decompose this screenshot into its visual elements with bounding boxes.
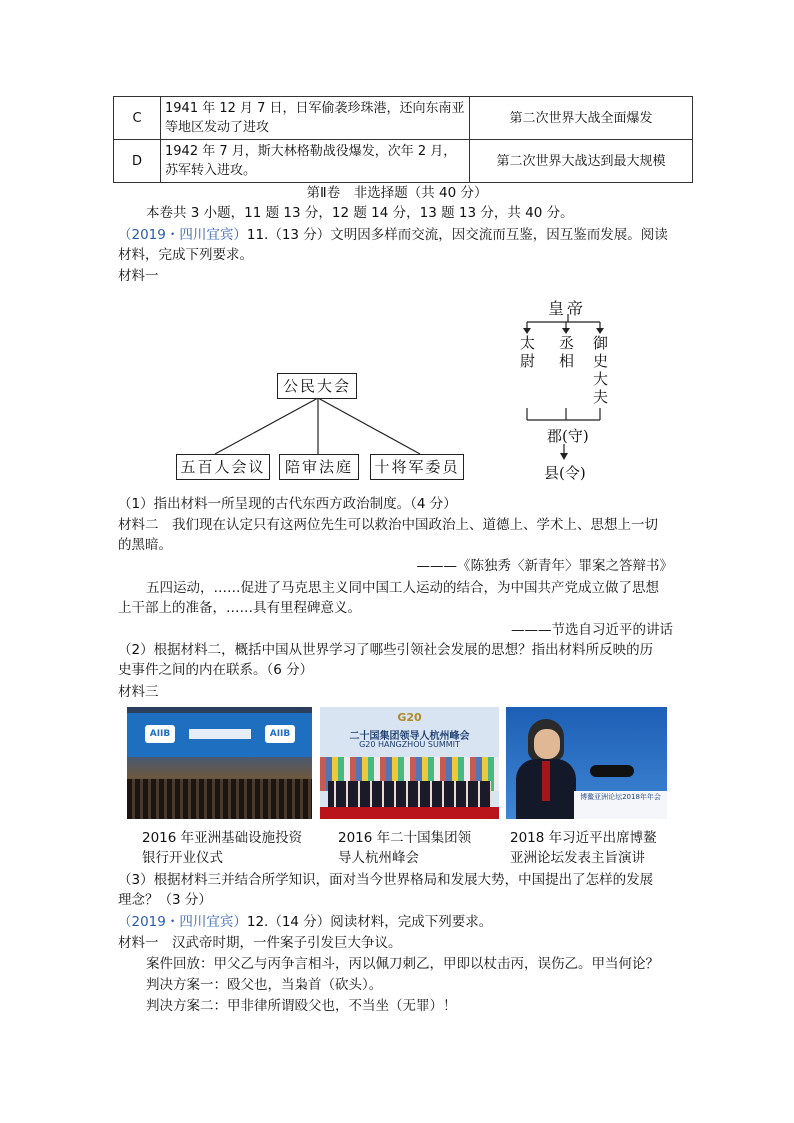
jury-court-box: 陪审法庭 — [279, 454, 359, 480]
material-1-label: 材料一 — [118, 268, 159, 284]
q11-part1: （1）指出材料一所呈现的古代东西方政治制度。（4 分） — [118, 496, 457, 512]
q12-material-1: 材料一 汉武帝时期，一件案子引发巨大争议。 — [118, 935, 402, 951]
q12-plan-2: 判决方案二：甲非律所谓殴父也，不当坐（无罪）！ — [146, 998, 457, 1014]
g20-summit-photo — [320, 707, 499, 819]
photo-3-caption — [510, 828, 657, 868]
caption-line: 银行开业仪式 — [142, 850, 223, 866]
leaders-group — [328, 781, 491, 807]
q12-stem — [118, 912, 492, 932]
material-2-line1: 材料二 我们现在认定只有这两位先生可以救治中国政治上、道德上、学术上、思想上一切 — [118, 517, 658, 533]
photo-1-caption — [142, 828, 302, 868]
caption-line: 亚洲论坛发表主旨演讲 — [510, 850, 645, 866]
q12-source: （2019・四川宜宾） — [118, 914, 247, 930]
material-2-para2-line1: 五四运动，……促进了马克思主义同中国工人运动的结合，为中国共产党成立做了思想 — [146, 580, 659, 596]
section-intro: 本卷共 3 小题，11 题 13 分，12 题 14 分，13 题 13 分，共 40 分。 — [146, 205, 574, 221]
taiwei-label: 太尉 — [520, 334, 536, 370]
emperor-label: 皇帝 — [548, 299, 587, 318]
q11-stem-cont: 材料，完成下列要求。 — [118, 247, 253, 263]
podium — [574, 791, 667, 819]
table-row — [114, 140, 693, 183]
aiib-logo-right: AIIB — [265, 725, 295, 743]
q12-stem-text: 12.（14 分）阅读材料，完成下列要求。 — [246, 914, 493, 930]
g20-banner-en: G20 HANGZHOU SUMMIT — [359, 740, 460, 749]
red-carpet — [320, 807, 499, 819]
q11-part2-line1: （2）根据材料二，概括中国从世界学习了哪些引领社会发展的思想？指出材料所反映的历 — [118, 642, 654, 658]
option-event: 1942 年 7 月，斯大林格勒战役爆发，次年 2 月，苏军转入进攻。 — [161, 140, 470, 183]
caption-line: 2018 年习近平出席博鳌 — [510, 830, 657, 846]
option-result: 第二次世界大战达到最大规模 — [470, 140, 693, 183]
g20-banner-cn: 二十国集团领导人杭州峰会 — [349, 731, 470, 742]
yushidafu-label: 御史大夫 — [593, 334, 609, 406]
options-table — [113, 96, 693, 183]
table-row — [114, 97, 693, 140]
material-2-para2-line2: 上干部上的准备，……具有里程碑意义。 — [118, 600, 361, 616]
g20-logo: G20 — [397, 711, 422, 724]
photo-2-caption — [338, 828, 471, 868]
audience — [127, 779, 312, 819]
q11-part3-line2: 理念？（3 分） — [118, 892, 212, 908]
microphones — [590, 765, 634, 777]
material-3-label: 材料三 — [118, 684, 159, 700]
material-2-citation-1: ———《陈独秀〈新青年〉罪案之答辩书》 — [416, 558, 673, 574]
commandery-label: 郡(守) — [547, 427, 589, 445]
section-title: 第Ⅱ卷 非选择题（共 40 分） — [306, 185, 488, 201]
podium-text: 博鳌亚洲论坛2018年年会 — [580, 793, 661, 801]
aiib-logo-left: AIIB — [145, 725, 175, 743]
q11-part2-line2: 史事件之间的内在联系。（6 分） — [118, 662, 314, 678]
chengxiang-label: 丞相 — [559, 334, 575, 370]
q11-part3-line1: （3）根据材料三并结合所学知识，面对当今世界格局和发展大势，中国提出了怎样的发展 — [118, 872, 654, 888]
speaker-tie — [542, 761, 550, 801]
option-key: C — [114, 97, 161, 140]
q12-case: 案件回放：甲父乙与丙争言相斗，丙以佩刀刺乙，甲即以杖击丙，误伤乙。甲当何论？ — [146, 956, 659, 972]
option-result: 第二次世界大战全面爆发 — [470, 97, 693, 140]
q11-source: （2019・四川宜宾） — [118, 227, 247, 243]
option-event: 1941 年 12 月 7 日，日军偷袭珍珠港，还向东南亚等地区发动了进攻 — [161, 97, 470, 140]
material-2-citation-2: ———节选自习近平的讲话 — [511, 622, 673, 638]
material-2-line2: 的黑暗。 — [118, 537, 172, 553]
option-key: D — [114, 140, 161, 183]
aiib-ceremony-photo — [127, 707, 312, 819]
caption-line: 2016 年二十国集团领 — [338, 830, 472, 846]
county-label: 县(令) — [544, 464, 586, 482]
banner-text-strip — [189, 729, 251, 739]
q11-stem — [118, 225, 668, 245]
assembly-box: 公民大会 — [277, 373, 357, 399]
boao-forum-photo — [506, 707, 667, 819]
q11-stem-text: 11.（13 分）文明因多样而交流，因交流而互鉴，因互鉴而发展。阅读 — [246, 227, 668, 243]
ten-generals-box: 十将军委员 — [370, 454, 464, 480]
caption-line: 2016 年亚洲基础设施投资 — [142, 830, 303, 846]
q12-plan-1: 判决方案一：殴父也，当枭首（砍头）。 — [146, 977, 383, 993]
speaker-face — [534, 729, 560, 759]
caption-line: 导人杭州峰会 — [338, 850, 419, 866]
council-500-box: 五百人会议 — [176, 454, 270, 480]
